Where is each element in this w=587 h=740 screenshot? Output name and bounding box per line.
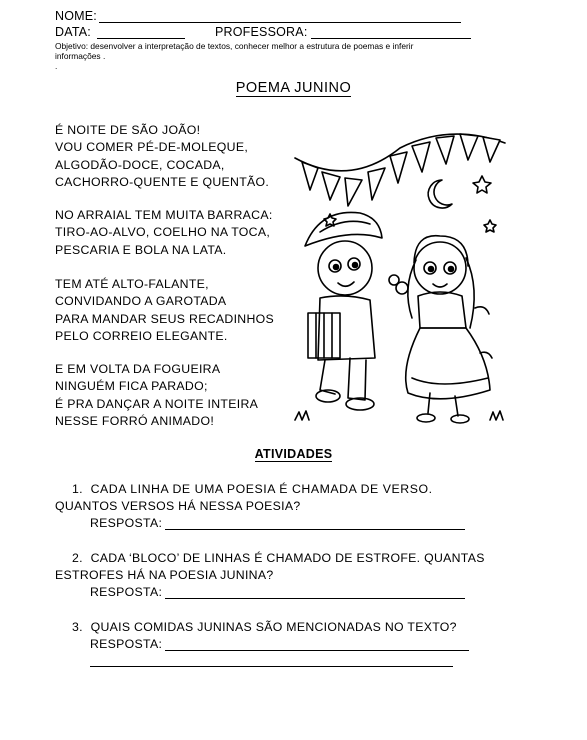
answer-3-row: [90, 637, 469, 651]
answer-3-extra-line[interactable]: [90, 653, 453, 667]
verse: É NOITE DE SÃO JOÃO!: [55, 123, 201, 137]
verse: CACHORRO-QUENTE E QUENTÃO.: [55, 175, 270, 190]
nome-label: NOME:: [55, 9, 97, 23]
verse: PELO CORREIO ELEGANTE.: [55, 329, 228, 344]
stanza-4: [55, 361, 258, 431]
question-2-line-1: [72, 551, 485, 565]
professora-row: [215, 25, 471, 39]
question-number: 3.: [72, 620, 83, 634]
professora-field[interactable]: [311, 25, 471, 39]
question-1-line-2: QUANTOS VERSOS HÁ NESSA POESIA?: [55, 499, 301, 513]
question-1-line-1: [72, 482, 433, 496]
verse: É PRA DANÇAR A NOITE INTEIRA: [55, 396, 259, 411]
answer-label: RESPOSTA:: [90, 516, 163, 530]
nome-field[interactable]: [99, 9, 461, 23]
professora-label: PROFESSORA:: [215, 25, 308, 39]
verse: PESCARIA E BOLA NA LATA.: [55, 242, 227, 257]
question-text: CADA LINHA DE UMA POESIA É CHAMADA DE VERSO.: [90, 482, 433, 496]
data-label: DATA:: [55, 25, 91, 39]
festa-junina-children-icon: [290, 128, 515, 428]
activities-title: [0, 447, 587, 461]
verse: NINGUÉM FICA PARADO;: [55, 379, 208, 394]
objective-text: [55, 41, 530, 71]
question-text: CADA ‘BLOCO’ DE LINHAS É CHAMADO DE ESTROFE. QUANTAS: [90, 551, 485, 565]
verse: TEM ATÉ ALTO-FALANTE,: [55, 277, 209, 291]
data-field[interactable]: [97, 25, 185, 39]
question-number: 2.: [72, 551, 83, 565]
stanza-1: [55, 122, 269, 192]
answer-2-field[interactable]: [165, 585, 465, 599]
poem-title: [0, 80, 587, 96]
objective-dot: .: [55, 61, 58, 71]
question-2-line-2: ESTROFES HÁ NA POESIA JUNINA?: [55, 568, 274, 582]
answer-label: RESPOSTA:: [90, 585, 163, 599]
verse: TIRO-AO-ALVO, COELHO NA TOCA,: [55, 225, 271, 240]
question-text: QUAIS COMIDAS JUNINAS SÃO MENCIONADAS NO TEXTO?: [90, 620, 457, 634]
answer-1-row: [90, 516, 465, 530]
verse: PARA MANDAR SEUS RECADINHOS: [55, 311, 275, 326]
poem-title-text: POEMA JUNINO: [235, 80, 352, 96]
answer-2-row: [90, 585, 465, 599]
nome-row: [55, 9, 461, 23]
verse: VOU COMER PÉ-DE-MOLEQUE,: [55, 140, 249, 155]
answer-1-field[interactable]: [165, 516, 465, 530]
activities-title-text: ATIVIDADES: [254, 447, 333, 461]
answer-label: RESPOSTA:: [90, 637, 163, 651]
stanza-3: [55, 276, 274, 346]
verse: NESSE FORRÓ ANIMADO!: [55, 414, 215, 429]
verse: CONVIDANDO A GAROTADA: [55, 294, 227, 309]
verse: NO ARRAIAL TEM MUITA BARRACA:: [55, 208, 273, 222]
data-row: [55, 25, 185, 39]
answer-3-field[interactable]: [165, 637, 469, 651]
question-3-line-1: [72, 620, 457, 634]
verse: ALGODÃO-DOCE, COCADA,: [55, 157, 225, 172]
objective-line-1: Objetivo: desenvolver a interpretação de textos, conhecer melhor a estrutura de poemas e inferir: [55, 41, 414, 51]
stanza-2: [55, 207, 273, 259]
objective-line-2: informações .: [55, 51, 106, 61]
question-number: 1.: [72, 482, 83, 496]
verse: E EM VOLTA DA FOGUEIRA: [55, 362, 221, 376]
